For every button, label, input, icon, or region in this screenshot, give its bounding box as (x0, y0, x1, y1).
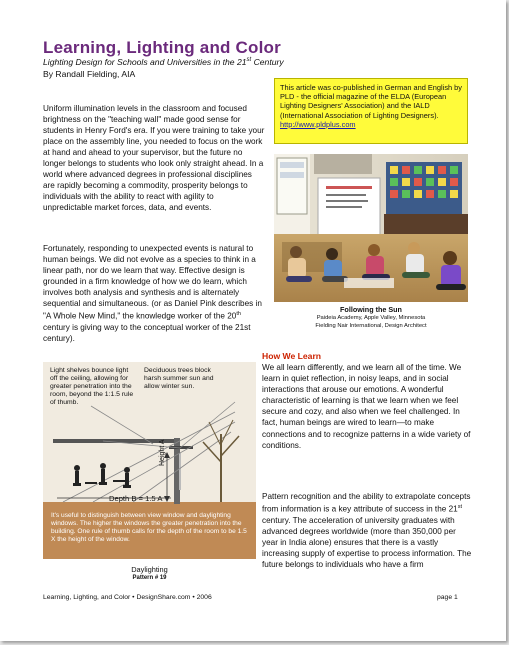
article-title: Learning, Lighting and Color (43, 38, 281, 57)
diagram-caption: Daylighting (131, 565, 168, 574)
intro-paragraph-1: Uniform illumination levels in the classroom and focused brightness on the "teaching wall" made good sense for students in Henry Ford's era. If you were training to take your place on the assembly line, you needed to focus on the work at hand and ahead to your supervisor, but the future no longer belongs to students who look only straight ahead. In a world where advanced degrees in professional disciplines are rapidly becoming a commodity, prosperity belongs to individuals with the ability to react with agility to unpredictable market forces, data, and events. (43, 104, 265, 212)
how-we-learn-paragraph-2: Pattern recognition and the ability to extrapolate concepts from information is a key attribute of success in the 21st century. The acceleration of university graduates with advanced degrees worldwide (more than 350,000 per year in India alone) ensures that there is a vastly increasing supply of expertise to process information. The future belongs to individuals who have a firm (262, 492, 472, 570)
footer-page-number: page 1 (437, 594, 458, 601)
article-subtitle: Lighting Design for Schools and Universities in the 21st Century (43, 57, 284, 67)
diagram-explanation: It's useful to distinguish between view window and daylighting windows. The higher the windows the greater penetration into the building. One rule of thumb calls for the depth of the room to be 1.5 X the height of the window. (51, 512, 247, 543)
photo-caption-architect: Fielding Nair International, Design Architect (315, 322, 427, 329)
classroom-photo-image (274, 154, 468, 302)
copublication-note (274, 78, 468, 144)
footer-source: Learning, Lighting, and Color • DesignShare.com • 2006 (43, 594, 212, 601)
classroom-photo (274, 154, 468, 302)
photo-caption-location: Paideia Academy, Apple Valley, Minnesota (316, 315, 426, 321)
pldplus-link[interactable]: http://www.pldplus.com (280, 119, 356, 129)
deciduous-trees-label: Deciduous trees block harsh summer sun and allow winter sun. (144, 367, 214, 390)
article-author: By Randall Fielding, AIA (43, 69, 136, 79)
note-text: This article was co-published in German and English by PLD - the official magazine of the ELDA (European Lighting Designers' Association) and the IALD (International Association of Lighting Designers). (280, 83, 462, 120)
photo-caption-title: Following the Sun (340, 305, 402, 314)
diagram-pattern-number: Pattern # 19 (132, 575, 167, 581)
height-label: Height A (159, 439, 166, 466)
daylighting-diagram (43, 362, 256, 559)
depth-label: Depth B = 1.5 A (109, 494, 163, 503)
light-shelves-label: Light shelves bounce light off the ceiling, allowing for greater penetration into the room, beyond the 1:1.5 rule of thumb. (50, 367, 134, 406)
photo-caption-credits (274, 315, 468, 330)
how-we-learn-paragraph-1: We all learn differently, and we learn all of the time. We learn in quiet reflection, in noisy leaps, and in social interactions that arouse our emotions. A wonderful characteristic of learning is that we learn when we feel secure and cozy, and also when we feel challenged. In fact, human beings are wired to learn—to make connections and to recognize patterns in a wide variety of conditions. (262, 363, 471, 450)
intro-paragraph-2: Fortunately, responding to unexpected events is natural to human beings. We did not evolve as a species to think in a linear path, nor do we learn that way. Effective design is grounded in a firm knowledge of how we do learn, which involves both analysis and synthesis and is alternately sequential and simultaneous. (or as Daniel Pink describes in "A Whole New Mind," the knowledge worker of the 20th century is giving way to the conceptual worker of the 21st century). (43, 244, 262, 343)
section-heading: How We Learn (262, 351, 322, 361)
